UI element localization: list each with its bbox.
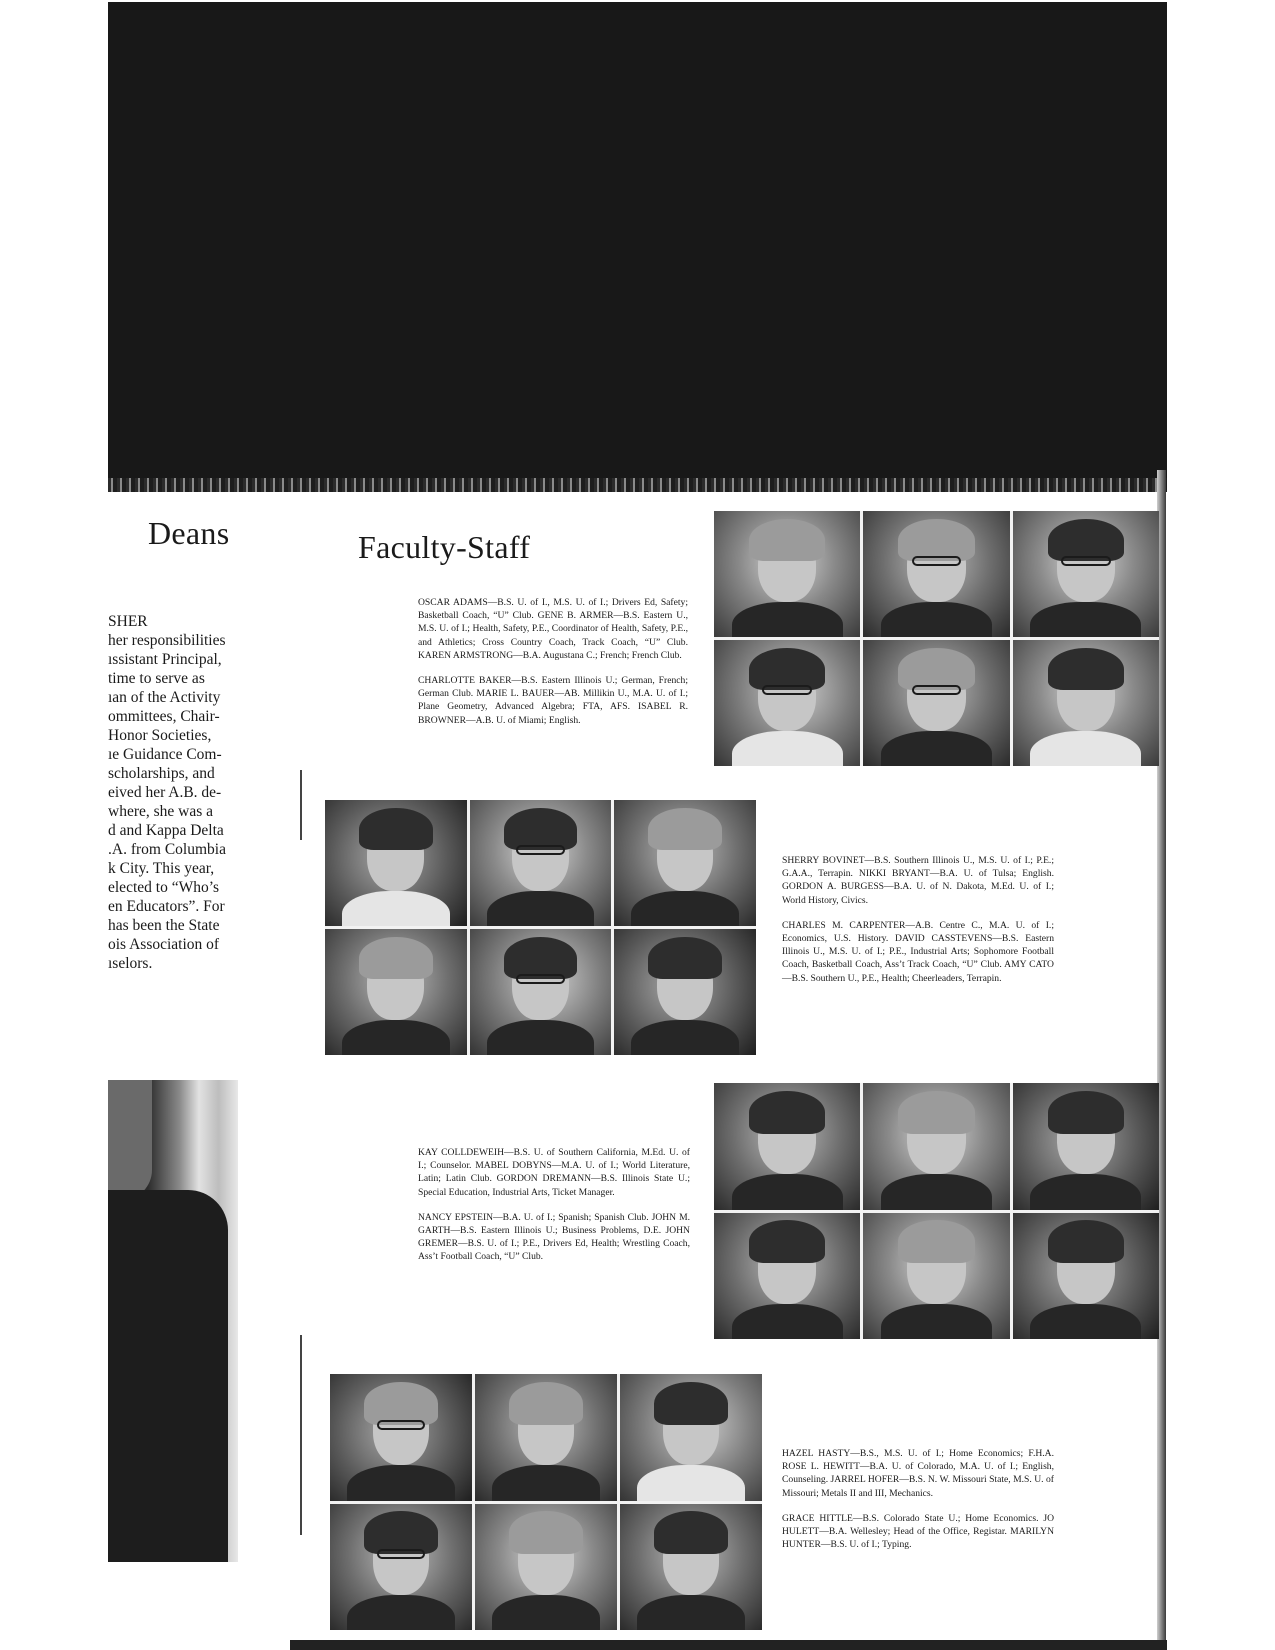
text-line: Honor Societies, <box>108 727 212 744</box>
gutter-line <box>300 770 302 840</box>
portrait <box>620 1504 762 1631</box>
portrait <box>325 800 467 926</box>
text-line: has been the State <box>108 917 220 934</box>
faculty-text-block-4 <box>782 1447 1054 1563</box>
deans-heading: Deans <box>148 515 230 551</box>
photo-grid-2 <box>325 800 756 1055</box>
photo-figure <box>108 1190 228 1562</box>
portrait <box>714 640 860 766</box>
portrait <box>714 511 860 637</box>
portrait <box>714 1213 860 1340</box>
portrait <box>325 929 467 1055</box>
faculty-paragraph: HAZEL HASTY—B.S., M.S. U. of I.; Home Economics; F.H.A. ROSE L. HEWITT—B.A. U. of Colorado, M.A. U. of I.; English, Counseling. JARREL HOFER—B.S. N. W. Missouri State, M.S. U. of Missouri; Metals II and III, Mechanics. <box>782 1448 1054 1499</box>
faculty-paragraph: SHERRY BOVINET—B.S. Southern Illinois U., M.S. U. of I.; P.E.; G.A.A., Terrapin. NIKKI BRYANT—B.A. U. of Tulsa; English. GORDON A. BURGESS—B.A. U. of N. Dakota, M.Ed. U. of I.; World History, Civics. <box>782 855 1054 906</box>
photo-grid-4 <box>330 1374 762 1630</box>
text-line: k City. This year, <box>108 860 215 877</box>
text-line: where, she was a <box>108 803 214 820</box>
text-line: ois Association of <box>108 936 220 953</box>
portrait <box>863 640 1009 766</box>
faculty-text-block-2 <box>782 854 1054 997</box>
text-line: ıssistant Principal, <box>108 651 222 668</box>
portrait <box>614 800 756 926</box>
text-line: ıe Guidance Com- <box>108 746 222 763</box>
faculty-paragraph: GRACE HITTLE—B.S. Colorado State U.; Home Economics. JO HULETT—B.A. Wellesley; Head of the Office, Registar. MARILYN HUNTER—B.S. U. of I.; Typing. <box>782 1512 1054 1551</box>
portrait <box>330 1374 472 1501</box>
text-line: .A. from Columbia <box>108 841 226 858</box>
faculty-paragraph: KAY COLLDEWEIH—B.S. U. of Southern California, M.Ed. U. of I.; Counselor. MABEL DOBYNS—M.A. U. of I.; World Literature, Latin; Latin Club. GORDON DREMANN—B.S. Illinois State U.; Special Education, Industrial Arts, Ticket Manager. <box>418 1147 690 1198</box>
photo-grid-1 <box>714 511 1159 766</box>
portrait <box>330 1504 472 1631</box>
portrait <box>475 1374 617 1501</box>
text-line: ıan of the Activity <box>108 689 221 706</box>
photo-grid-3 <box>714 1083 1159 1339</box>
faculty-text-block-3 <box>418 1146 690 1276</box>
faculty-paragraph: CHARLES M. CARPENTER—A.B. Centre C., M.A. U. of I.; Economics, U.S. History. DAVID CASSTEVENS—B.S. Eastern Illinois U., M.S. U. of I.; P.E., Industrial Arts; Sophomore Football Coach, Basketball Coach, Ass’t Track Coach, “U” Club. AMY CATO—B.S. Southern U., P.E., Health; Cheerleaders, Terrapin. <box>782 919 1054 984</box>
gutter-line <box>300 1335 302 1535</box>
text-line: her responsibilities <box>108 632 226 649</box>
dean-biography-fragment <box>108 612 238 973</box>
portrait <box>1013 640 1159 766</box>
faculty-staff-heading: Faculty-Staff <box>358 529 531 565</box>
page-bottom-edge <box>290 1640 1167 1650</box>
portrait <box>475 1504 617 1631</box>
faculty-text-block-1 <box>418 596 688 739</box>
text-line: ıselors. <box>108 955 153 972</box>
portrait <box>1013 1083 1159 1210</box>
photo-shadow <box>108 1080 152 1200</box>
text-line: ommittees, Chair- <box>108 708 220 725</box>
faculty-paragraph: NANCY EPSTEIN—B.A. U. of I.; Spanish; Spanish Club. JOHN M. GARTH—B.S. Eastern Illinois U.; Business Problems, D.E. JOHN GREMER—B.S. U. of I.; P.E., Drivers Ed, Health; Wrestling Coach, Ass’t Football Coach, “U” Club. <box>418 1211 690 1263</box>
faculty-paragraph: OSCAR ADAMS—B.S. U. of I., M.S. U. of I.; Drivers Ed, Safety; Basketball Coach, “U” Club. GENE B. ARMER—B.S. Eastern U., M.S. U. of I.; Health, Safety, P.E., Coordinator of Health, Safety, P.E., and Athletics; Cross Country Coach, Track Coach, “U” Club. KAREN ARMSTRONG—B.A. Augustana C.; French; French Club. <box>418 597 688 661</box>
portrait <box>863 511 1009 637</box>
redaction-edge <box>108 478 1167 492</box>
portrait <box>863 1213 1009 1340</box>
text-line: SHER <box>108 613 148 630</box>
portrait <box>614 929 756 1055</box>
portrait <box>470 929 612 1055</box>
portrait <box>1013 1213 1159 1340</box>
redacted-black-area <box>108 2 1167 490</box>
portrait <box>470 800 612 926</box>
text-line: scholarships, and <box>108 765 215 782</box>
text-line: eived her A.B. de- <box>108 784 222 801</box>
portrait <box>1013 511 1159 637</box>
text-line: elected to “Who’s <box>108 879 220 896</box>
text-line: time to serve as <box>108 670 205 687</box>
text-line: en Educators”. For <box>108 898 225 915</box>
portrait <box>714 1083 860 1210</box>
candid-photo <box>620 1374 762 1501</box>
portrait <box>863 1083 1009 1210</box>
text-line: d and Kappa Delta <box>108 822 224 839</box>
dean-photo <box>108 1080 238 1562</box>
faculty-paragraph: CHARLOTTE BAKER—B.S. Eastern Illinois U.; German, French; German Club. MARIE L. BAUER—AB. Millikin U., M.A. U. of I.; Plane Geometry, Advanced Algebra; FTA, AFS. ISABEL R. BROWNER—A.B. U. of Miami; English. <box>418 675 688 726</box>
